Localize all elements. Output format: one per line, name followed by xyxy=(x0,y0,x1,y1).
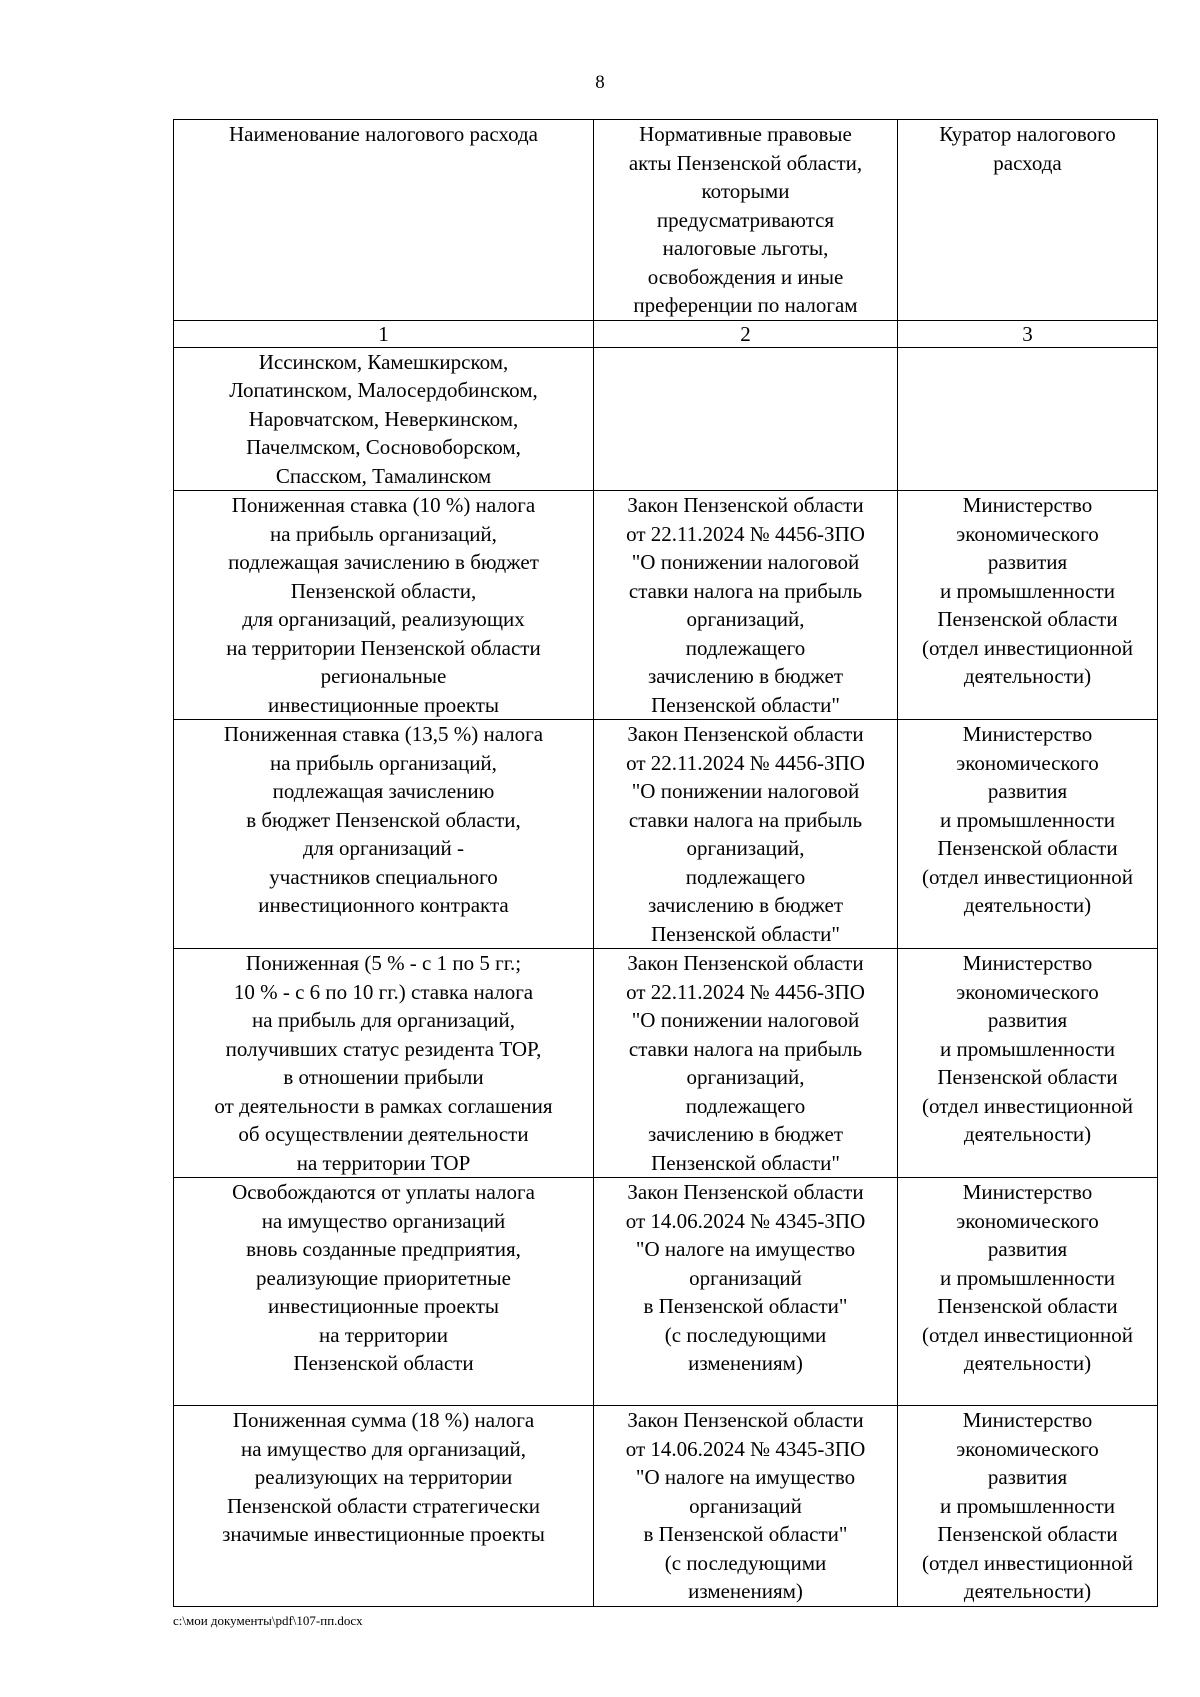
header-cell-acts: Нормативные правовые акты Пензенской области, которыми предусматриваются налоговые льготы, освобождения и иные преференции по налогам xyxy=(594,120,898,321)
column-number-row xyxy=(174,320,1158,347)
curator-cell: Министерство экономического развития и промышленности Пензенской области (отдел инвестиционной деятельности) xyxy=(898,949,1158,1178)
column-number-cell: 2 xyxy=(594,320,898,347)
page-number: 8 xyxy=(595,72,605,93)
tax-expenditure-name-cell: Пониженная ставка (13,5 %) налога на прибыль организаций, подлежащая зачислению в бюджет Пензенской области, для организаций - участников специального инвестиционного контракта xyxy=(174,720,594,949)
tax-expenditure-name-cell: Освобождаются от уплаты налога на имущество организаций вновь созданные предприятия, реализующие приоритетные инвестиционные проекты на территории Пензенской области xyxy=(174,1178,594,1406)
legal-act-cell: Закон Пензенской области от 14.06.2024 № 4345-ЗПО "О налоге на имущество организаций в Пензенской области" (с последующими изменениям) xyxy=(594,1178,898,1406)
curator-cell xyxy=(898,347,1158,491)
legal-act-cell: Закон Пензенской области от 22.11.2024 № 4456-ЗПО "О понижении налоговой ставки налога на прибыль организаций, подлежащего зачислению в бюджет Пензенской области" xyxy=(594,949,898,1178)
table-row xyxy=(174,347,1158,491)
document-file-path: c:\мои документы\pdf\107-пп.docx xyxy=(173,1613,363,1628)
header-cell-name: Наименование налогового расхода xyxy=(174,120,594,321)
tax-expenditure-name-cell: Пониженная ставка (10 %) налога на прибыль организаций, подлежащая зачислению в бюджет Пензенской области, для организаций, реализующих на территории Пензенской области региональные инвестиционные проекты xyxy=(174,491,594,720)
curator-cell: Министерство экономического развития и промышленности Пензенской области (отдел инвестиционной деятельности) xyxy=(898,491,1158,720)
table-row xyxy=(174,949,1158,1178)
table-row xyxy=(174,1178,1158,1406)
legal-act-cell: Закон Пензенской области от 22.11.2024 № 4456-ЗПО "О понижении налоговой ставки налога на прибыль организаций, подлежащего зачислению в бюджет Пензенской области" xyxy=(594,720,898,949)
table-row xyxy=(174,720,1158,949)
curator-cell: Министерство экономического развития и промышленности Пензенской области (отдел инвестиционной деятельности) xyxy=(898,720,1158,949)
column-number-cell: 3 xyxy=(898,320,1158,347)
table-row xyxy=(174,491,1158,720)
tax-expenditure-name-cell: Иссинском, Камешкирском, Лопатинском, Малосердобинском, Наровчатском, Неверкинском, Пачелмском, Сосновоборском, Спасском, Тамалинском xyxy=(174,347,594,491)
legal-act-cell: Закон Пензенской области от 14.06.2024 № 4345-ЗПО "О налоге на имущество организаций в Пензенской области" (с последующими изменениям) xyxy=(594,1406,898,1607)
curator-cell: Министерство экономического развития и промышленности Пензенской области (отдел инвестиционной деятельности) xyxy=(898,1406,1158,1607)
column-number-cell: 1 xyxy=(174,320,594,347)
legal-act-cell: Закон Пензенской области от 22.11.2024 № 4456-ЗПО "О понижении налоговой ставки налога на прибыль организаций, подлежащего зачислению в бюджет Пензенской области" xyxy=(594,491,898,720)
legal-act-cell xyxy=(594,347,898,491)
table-row xyxy=(174,1406,1158,1607)
tax-expenditure-table xyxy=(173,119,1158,1607)
table-header-row xyxy=(174,120,1158,321)
header-cell-curator: Куратор налогового расхода xyxy=(898,120,1158,321)
tax-expenditure-name-cell: Пониженная (5 % - с 1 по 5 гг.; 10 % - с 6 по 10 гг.) ставка налога на прибыль для организаций, получивших статус резидента ТОР, в отношении прибыли от деятельности в рамках соглашения об осуществлении деятельности на территории ТОР xyxy=(174,949,594,1178)
tax-expenditure-name-cell: Пониженная сумма (18 %) налога на имущество для организаций, реализующих на территории Пензенской области стратегически значимые инвестиционные проекты xyxy=(174,1406,594,1607)
curator-cell: Министерство экономического развития и промышленности Пензенской области (отдел инвестиционной деятельности) xyxy=(898,1178,1158,1406)
